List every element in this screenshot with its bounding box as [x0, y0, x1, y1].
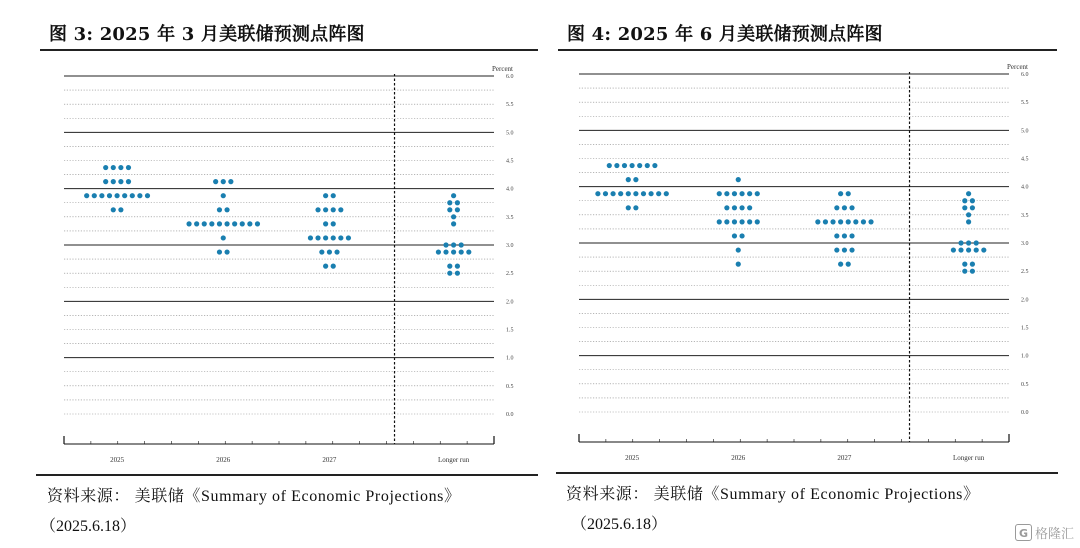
projection-dot: [126, 179, 131, 184]
projection-dot: [656, 191, 661, 196]
projection-dot: [607, 163, 612, 168]
projection-dot: [629, 163, 634, 168]
projection-dot: [455, 264, 460, 269]
projection-dot: [240, 221, 245, 226]
y-tick-label: 5.5: [506, 102, 514, 109]
source-rule: [36, 474, 538, 476]
projection-dot: [308, 235, 313, 240]
y-tick-label: 5.5: [1021, 100, 1029, 107]
projection-dot: [842, 233, 847, 238]
projection-dot: [221, 193, 226, 198]
projection-dot: [834, 205, 839, 210]
y-tick-label: 0.5: [506, 383, 514, 390]
projection-dot: [849, 247, 854, 252]
y-tick-label: 4.0: [1021, 184, 1029, 191]
projection-dot: [323, 264, 328, 269]
projection-dot: [664, 191, 669, 196]
projection-dot: [315, 235, 320, 240]
dot-plot-chart: [50, 60, 530, 472]
projection-dot: [736, 247, 741, 252]
y-tick-label: 0.5: [1021, 381, 1029, 388]
source-date: （2025.6.18）: [40, 518, 137, 535]
projection-dot: [455, 200, 460, 205]
projection-dot: [736, 177, 741, 182]
y-tick-label: 5.0: [506, 130, 514, 137]
projection-dot: [111, 165, 116, 170]
watermark: [1015, 523, 1074, 542]
projection-dot: [966, 240, 971, 245]
projection-dot: [327, 249, 332, 254]
projection-dot: [111, 207, 116, 212]
projection-dot: [118, 165, 123, 170]
projection-dot: [84, 193, 89, 198]
projection-dot: [846, 219, 851, 224]
x-tick-label: 2025: [110, 456, 125, 464]
projection-dot: [99, 193, 104, 198]
y-tick-label: 5.0: [1021, 128, 1029, 135]
projection-dot: [853, 219, 858, 224]
projection-dot: [338, 207, 343, 212]
projection-dot: [652, 163, 657, 168]
y-tick-label: 6.0: [506, 74, 514, 80]
projection-dot: [451, 249, 456, 254]
y-tick-label: 1.0: [506, 355, 514, 362]
projection-dot: [755, 219, 760, 224]
projection-dot: [209, 221, 214, 226]
projection-dot: [447, 207, 452, 212]
projection-dot: [849, 205, 854, 210]
projection-dot: [648, 191, 653, 196]
projection-dot: [338, 235, 343, 240]
projection-dot: [232, 221, 237, 226]
projection-dot: [103, 179, 108, 184]
y-axis-label: Percent: [1007, 63, 1028, 71]
projection-dot: [951, 247, 956, 252]
projection-dot: [970, 198, 975, 203]
projection-dot: [838, 191, 843, 196]
x-tick-label: 2026: [731, 454, 746, 462]
projection-dot: [447, 200, 452, 205]
projection-dot: [846, 191, 851, 196]
projection-dot: [958, 247, 963, 252]
projection-dot: [724, 191, 729, 196]
projection-dot: [217, 207, 222, 212]
projection-dot: [732, 219, 737, 224]
y-tick-label: 2.5: [1021, 269, 1029, 276]
source-date: （2025.6.18）: [571, 516, 668, 533]
projection-dot: [838, 219, 843, 224]
projection-dot: [842, 247, 847, 252]
projection-dot: [213, 179, 218, 184]
projection-dot: [830, 219, 835, 224]
projection-dot: [958, 240, 963, 245]
projection-dot: [436, 249, 441, 254]
projection-dot: [145, 193, 150, 198]
projection-dot: [111, 179, 116, 184]
y-tick-label: 6.0: [1021, 72, 1029, 78]
projection-dot: [838, 262, 843, 267]
projection-dot: [732, 191, 737, 196]
projection-dot: [221, 179, 226, 184]
y-tick-label: 0.0: [506, 412, 514, 418]
projection-dot: [451, 214, 456, 219]
dot-plot-chart: [565, 58, 1045, 470]
projection-dot: [447, 264, 452, 269]
projection-dot: [962, 262, 967, 267]
y-tick-label: 3.5: [1021, 212, 1029, 219]
projection-dot: [626, 205, 631, 210]
projection-dot: [118, 207, 123, 212]
source-note: 资料来源： 美联储《Summary of Economic Projections》: [566, 486, 980, 503]
watermark-text: 格隆汇: [1034, 527, 1074, 542]
x-tick-label: 2026: [216, 456, 231, 464]
projection-dot: [641, 191, 646, 196]
projection-dot: [645, 163, 650, 168]
projection-dot: [842, 205, 847, 210]
projection-dot: [114, 193, 119, 198]
y-tick-label: 2.0: [506, 299, 514, 306]
projection-dot: [126, 165, 131, 170]
projection-dot: [224, 249, 229, 254]
source-note: 资料来源： 美联储《Summary of Economic Projections》: [47, 488, 461, 505]
projection-dot: [981, 247, 986, 252]
projection-dot: [451, 242, 456, 247]
projection-dot: [962, 205, 967, 210]
projection-dot: [331, 235, 336, 240]
projection-dot: [633, 205, 638, 210]
projection-dot: [962, 198, 967, 203]
projection-dot: [736, 262, 741, 267]
projection-dot: [217, 249, 222, 254]
projection-dot: [868, 219, 873, 224]
projection-dot: [815, 219, 820, 224]
projection-dot: [92, 193, 97, 198]
y-tick-label: 1.5: [1021, 325, 1029, 332]
projection-dot: [466, 249, 471, 254]
projection-dot: [739, 219, 744, 224]
title-rule: [40, 49, 538, 51]
projection-dot: [962, 269, 967, 274]
projection-dot: [118, 179, 123, 184]
source-rule: [556, 472, 1058, 474]
projection-dot: [747, 191, 752, 196]
projection-dot: [970, 205, 975, 210]
x-tick-label: 2025: [625, 454, 640, 462]
projection-dot: [323, 193, 328, 198]
projection-dot: [626, 177, 631, 182]
projection-dot: [732, 205, 737, 210]
projection-dot: [455, 207, 460, 212]
projection-dot: [739, 205, 744, 210]
projection-dot: [331, 193, 336, 198]
projection-dot: [137, 193, 142, 198]
projection-dot: [834, 233, 839, 238]
x-tick-label: Longer run: [437, 456, 470, 464]
projection-dot: [724, 219, 729, 224]
projection-dot: [217, 221, 222, 226]
projection-dot: [331, 207, 336, 212]
projection-dot: [595, 191, 600, 196]
projection-dot: [443, 249, 448, 254]
projection-dot: [459, 249, 464, 254]
projection-dot: [331, 264, 336, 269]
projection-dot: [455, 271, 460, 276]
projection-dot: [443, 242, 448, 247]
projection-dot: [603, 191, 608, 196]
projection-dot: [970, 262, 975, 267]
y-axis-label: Percent: [492, 65, 513, 73]
projection-dot: [732, 233, 737, 238]
projection-dot: [849, 233, 854, 238]
y-tick-label: 1.0: [1021, 353, 1029, 360]
projection-dot: [974, 247, 979, 252]
y-tick-label: 2.5: [506, 271, 514, 278]
y-tick-label: 3.0: [1021, 241, 1029, 247]
figure-title: 图 4: 2025 年 6 月美联储预测点阵图: [567, 24, 883, 45]
projection-dot: [633, 191, 638, 196]
projection-dot: [221, 235, 226, 240]
projection-dot: [224, 207, 229, 212]
projection-dot: [633, 177, 638, 182]
projection-dot: [747, 219, 752, 224]
projection-dot: [966, 212, 971, 217]
projection-dot: [970, 269, 975, 274]
projection-dot: [319, 249, 324, 254]
projection-dot: [323, 235, 328, 240]
title-rule: [558, 49, 1057, 51]
projection-dot: [966, 247, 971, 252]
figure-title: 图 3: 2025 年 3 月美联储预测点阵图: [49, 24, 365, 45]
projection-dot: [224, 221, 229, 226]
projection-dot: [618, 191, 623, 196]
projection-dot: [315, 207, 320, 212]
projection-dot: [834, 247, 839, 252]
projection-dot: [346, 235, 351, 240]
projection-dot: [739, 191, 744, 196]
projection-dot: [194, 221, 199, 226]
projection-dot: [755, 191, 760, 196]
y-tick-label: 3.5: [506, 214, 514, 221]
projection-dot: [247, 221, 252, 226]
projection-dot: [747, 205, 752, 210]
projection-dot: [447, 271, 452, 276]
y-tick-label: 2.0: [1021, 297, 1029, 304]
projection-dot: [331, 221, 336, 226]
x-tick-label: Longer run: [952, 454, 985, 462]
projection-dot: [739, 233, 744, 238]
projection-dot: [451, 193, 456, 198]
projection-dot: [717, 219, 722, 224]
projection-dot: [823, 219, 828, 224]
projection-dot: [122, 193, 127, 198]
projection-dot: [107, 193, 112, 198]
projection-dot: [228, 179, 233, 184]
projection-dot: [323, 207, 328, 212]
projection-dot: [186, 221, 191, 226]
projection-dot: [724, 205, 729, 210]
projection-dot: [974, 240, 979, 245]
y-tick-label: 4.5: [1021, 156, 1029, 163]
y-tick-label: 0.0: [1021, 410, 1029, 416]
projection-dot: [637, 163, 642, 168]
brand-logo-icon: G: [1015, 524, 1032, 541]
projection-dot: [717, 191, 722, 196]
projection-dot: [846, 262, 851, 267]
projection-dot: [130, 193, 135, 198]
projection-dot: [255, 221, 260, 226]
projection-dot: [966, 191, 971, 196]
projection-dot: [103, 165, 108, 170]
projection-dot: [451, 221, 456, 226]
projection-dot: [966, 219, 971, 224]
y-tick-label: 4.0: [506, 186, 514, 193]
x-tick-label: 2027: [322, 456, 337, 464]
projection-dot: [323, 221, 328, 226]
projection-dot: [622, 163, 627, 168]
y-tick-label: 3.0: [506, 243, 514, 249]
projection-dot: [459, 242, 464, 247]
projection-dot: [626, 191, 631, 196]
y-tick-label: 4.5: [506, 158, 514, 165]
projection-dot: [334, 249, 339, 254]
projection-dot: [861, 219, 866, 224]
projection-dot: [610, 191, 615, 196]
projection-dot: [614, 163, 619, 168]
x-tick-label: 2027: [837, 454, 852, 462]
y-tick-label: 1.5: [506, 327, 514, 334]
projection-dot: [202, 221, 207, 226]
